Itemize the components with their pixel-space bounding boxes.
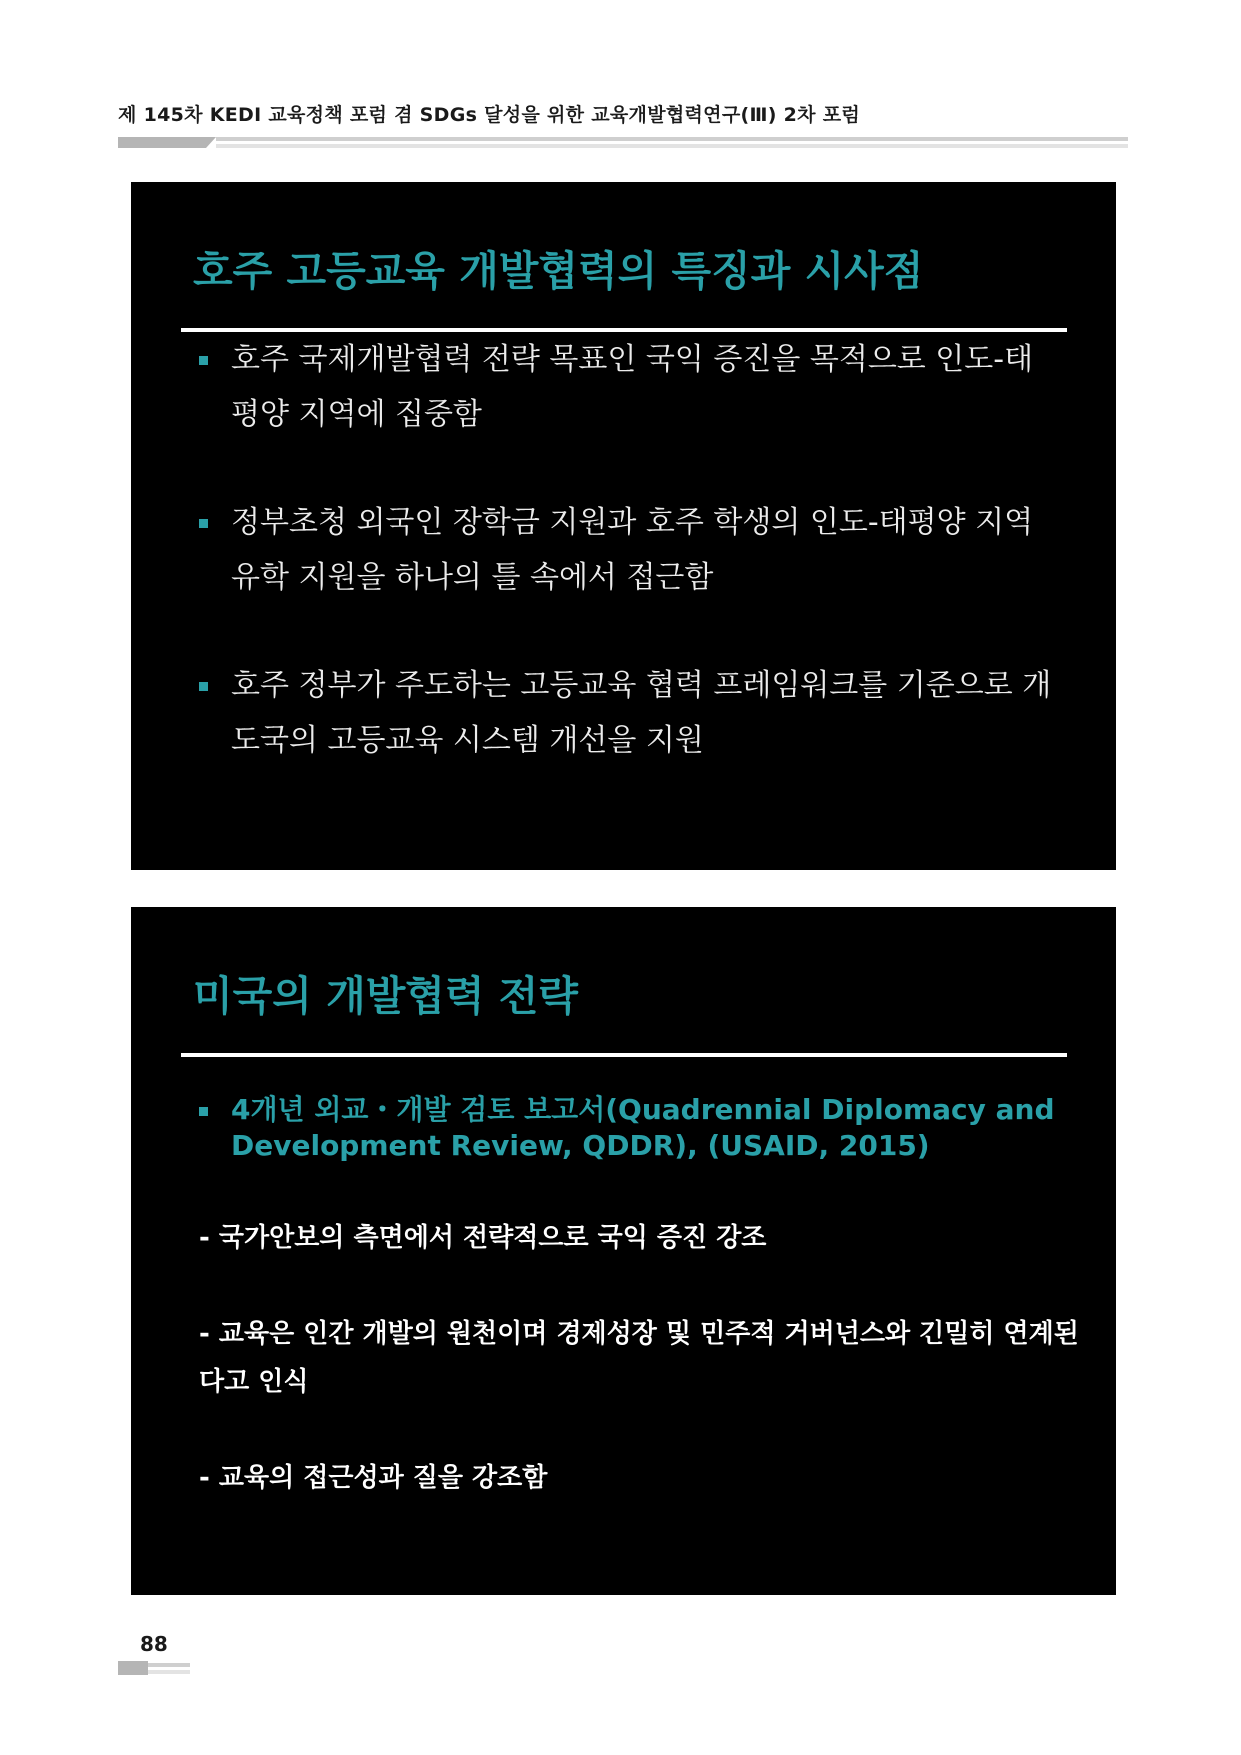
- bullet-square-icon: [199, 682, 208, 691]
- highlight-text: 4개년 외교・개발 검토 보고서(Quadrennial Diplomacy and Development Review, QDDR), (USAID, 2015): [231, 1093, 1055, 1162]
- bullet-item: [199, 495, 1059, 605]
- slide-usa: [131, 907, 1116, 1595]
- bullet-square-icon: [199, 356, 208, 365]
- slide-australia: [131, 182, 1116, 870]
- highlight-bullet: [199, 1092, 1079, 1164]
- bullet-square-icon: [199, 519, 208, 528]
- title-divider: [181, 1053, 1067, 1057]
- point-item: - 교육은 인간 개발의 원천이며 경제성장 및 민주적 거버넌스와 긴밀히 연계된다고 인식: [199, 1319, 1079, 1397]
- bullet-text: 호주 정부가 주도하는 고등교육 협력 프레임워크를 기준으로 개도국의 고등교육 시스템 개선을 지원: [231, 668, 1052, 758]
- footer-rule: [118, 1661, 190, 1675]
- header-rule: [118, 134, 1128, 150]
- slide-title: 호주 고등교육 개발협력의 특징과 시사점: [193, 247, 924, 295]
- bullet-text: 정부초청 외국인 장학금 지원과 호주 학생의 인도-태평양 지역 유학 지원을 하나의 틀 속에서 접근함: [231, 505, 1034, 595]
- slide-title: 미국의 개발협력 전략: [193, 972, 579, 1020]
- page-number: 88: [140, 1632, 168, 1656]
- bullet-text: 호주 국제개발협력 전략 목표인 국익 증진을 목적으로 인도-태평양 지역에 집중함: [231, 342, 1034, 432]
- running-header: 제 145차 KEDI 교육정책 포럼 겸 SDGs 달성을 위한 교육개발협력연구(Ⅲ) 2차 포럼: [118, 104, 861, 126]
- point-item: - 교육의 접근성과 질을 강조함: [199, 1463, 548, 1493]
- bullet-item: [199, 332, 1059, 442]
- point-item: - 국가안보의 측면에서 전략적으로 국익 증진 강조: [199, 1223, 767, 1253]
- bullet-item: [199, 658, 1059, 768]
- bullet-square-icon: [199, 1107, 208, 1116]
